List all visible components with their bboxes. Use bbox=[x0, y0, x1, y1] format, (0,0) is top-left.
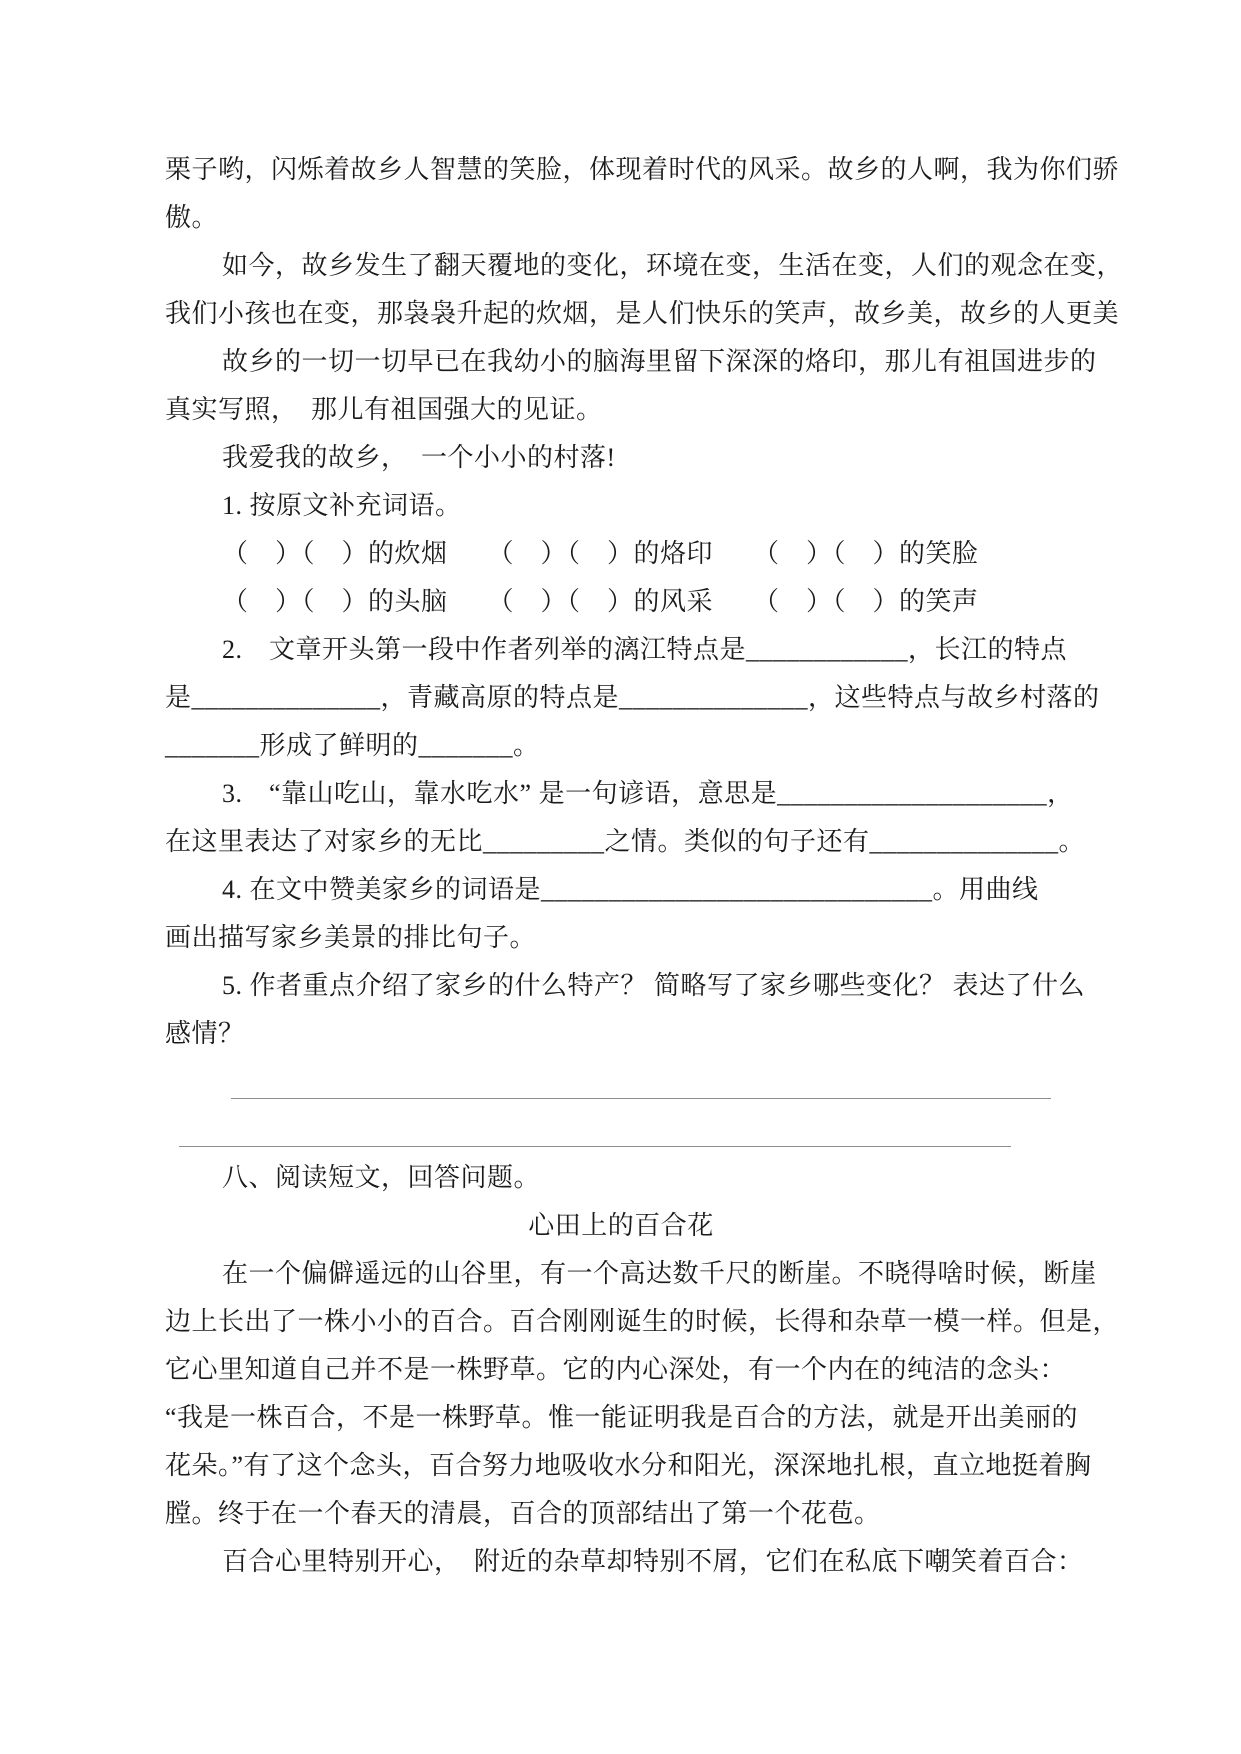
question-item-3: 3. “靠山吃山，靠水吃水” 是一句谚语，意思是____________________， bbox=[222, 779, 1074, 808]
passage-line: 如今，故乡发生了翻天覆地的变化，环境在变，生活在变，人们的观念在变， bbox=[222, 251, 1124, 280]
passage-line: “我是一株百合，不是一株野草。惟一能证明我是百合的方法，就是开出美丽的 bbox=[165, 1403, 1079, 1432]
passage-line: 膛。终于在一个春天的清晨，百合的顶部结出了第一个花苞。 bbox=[165, 1499, 881, 1528]
question-item-2-cont: _______形成了鲜明的_______。 bbox=[165, 731, 540, 760]
passage-line: 故乡的一切一切早已在我幼小的脑海里留下深深的烙印，那儿有祖国进步的 bbox=[222, 347, 1097, 376]
passage-line: 它心里知道自己并不是一株野草。它的内心深处，有一个内在的纯洁的念头： bbox=[165, 1355, 1067, 1384]
passage-line: 真实写照， 那儿有祖国强大的见证。 bbox=[165, 395, 603, 424]
question-item-3-cont: 在这里表达了对家乡的无比_________之情。类似的句子还有______________。 bbox=[165, 827, 1086, 856]
passage-line: 栗子哟，闪烁着故乡人智慧的笑脸，体现着时代的风采。故乡的人啊，我为你们骄 bbox=[165, 155, 1120, 184]
section-heading: 八、阅读短文，回答问题。 bbox=[222, 1163, 541, 1192]
question-item-1: 1. 按原文补充词语。 bbox=[222, 491, 462, 520]
question-item-2: 2. 文章开头第一段中作者列举的漓江特点是____________，长江的特点 bbox=[222, 635, 1068, 664]
document-content bbox=[165, 146, 1124, 1586]
question-item-4-cont: 画出描写家乡美景的排比句子。 bbox=[165, 923, 537, 952]
passage-line: 我们小孩也在变，那袅袅升起的炊烟，是人们快乐的笑声，故乡美，故乡的人更美 bbox=[165, 299, 1120, 328]
passage-line: 在一个偏僻遥远的山谷里，有一个高达数千尺的断崖。不晓得啥时候，断崖 bbox=[222, 1259, 1097, 1288]
question-item-2-cont: 是______________，青藏高原的特点是______________，这些特点与故乡村落的 bbox=[165, 683, 1100, 712]
passage-line: 我爱我的故乡， 一个小小的村落! bbox=[222, 443, 616, 472]
passage-title: 心田上的百合花 bbox=[528, 1211, 714, 1240]
passage-line: 花朵。”有了这个念头，百合努力地吸收水分和阳光，深深地扎根，直立地挺着胸 bbox=[165, 1451, 1092, 1480]
question-item-4: 4. 在文中赞美家乡的词语是_____________________________。用曲线 bbox=[222, 875, 1039, 904]
question-item-5-cont: 感情？ bbox=[165, 1019, 245, 1048]
answer-rule bbox=[231, 1098, 1051, 1099]
passage-line: 百合心里特别开心， 附近的杂草却特别不屑，它们在私底下嘲笑着百合： bbox=[222, 1547, 1084, 1576]
answer-writing-line bbox=[165, 1058, 1077, 1106]
question-item-5: 5. 作者重点介绍了家乡的什么特产？ 简略写了家乡哪些变化？ 表达了什么 bbox=[222, 971, 1086, 1000]
answer-rule bbox=[179, 1146, 1011, 1147]
fill-blank-row: （ ）（ ）的炊烟 （ ）（ ）的烙印 （ ）（ ）的笑脸 bbox=[222, 539, 979, 568]
answer-writing-line bbox=[165, 1106, 1077, 1154]
fill-blank-row: （ ）（ ）的头脑 （ ）（ ）的风采 （ ）（ ）的笑声 bbox=[222, 587, 979, 616]
passage-line: 边上长出了一株小小的百合。百合刚刚诞生的时候，长得和杂草一模一样。但是， bbox=[165, 1307, 1120, 1336]
passage-line: 傲。 bbox=[165, 203, 219, 232]
